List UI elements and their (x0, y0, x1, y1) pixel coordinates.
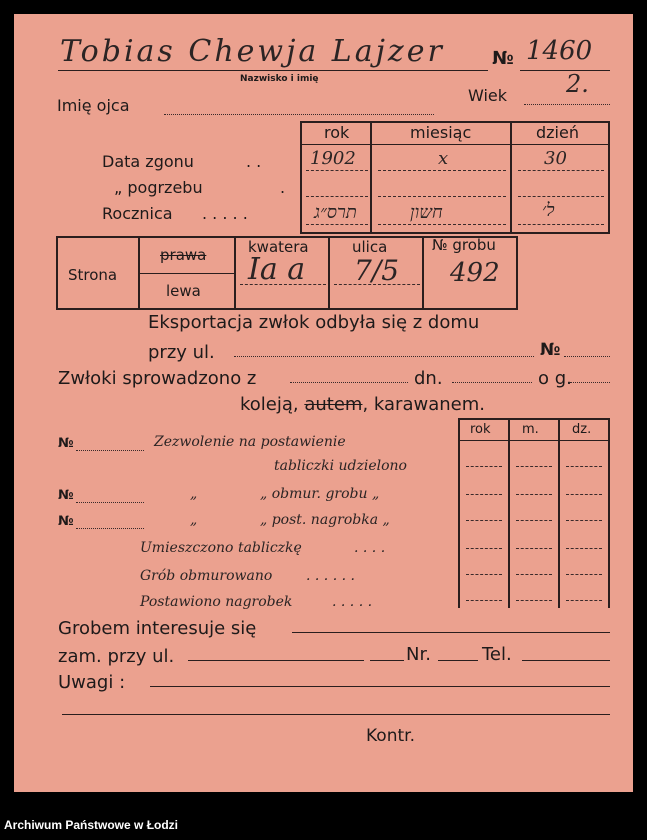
nr-line (438, 660, 478, 661)
permit2-ditto: „ (190, 486, 198, 502)
street-label: ulica (352, 238, 388, 256)
nr-label: Nr. (406, 644, 431, 665)
permits-left-border (458, 418, 460, 608)
number-symbol: № (492, 48, 514, 69)
burial-day-line (518, 196, 604, 197)
side-label: Strona (68, 266, 118, 284)
mode-car: autem (304, 394, 363, 415)
permit-row4-y (466, 548, 502, 549)
permit-row3-m (516, 520, 552, 521)
brought-from-label: Zwłoki sprowadzono z (58, 368, 257, 389)
mode-hearse: , karawanem. (362, 394, 485, 415)
death-month-line (378, 170, 506, 171)
anniv-year-line (306, 224, 368, 225)
permit-row4-d (566, 548, 602, 549)
dates-left-border (300, 121, 302, 233)
age-line (524, 104, 610, 105)
permit-row4-m (516, 548, 552, 549)
location-col-sep-2 (234, 236, 236, 310)
death-year: 1902 (310, 148, 356, 169)
burial-date-label: „ pogrzebu (114, 178, 203, 197)
brought-from-line (290, 382, 408, 383)
interest-label: Grobem interesuje się (58, 618, 257, 639)
export-text: Eksportacja zwłok odbyła się z domu (148, 312, 480, 333)
location-right-border (516, 236, 518, 310)
permit3-text: „ post. nagrobka „ (260, 512, 390, 528)
permit1-text-2: tabliczki udzielono (274, 458, 407, 474)
anniversary-day: ל׳ (542, 200, 555, 221)
export-no-label: № (540, 340, 561, 360)
address-line (188, 660, 364, 661)
address-label: zam. przy ul. (58, 646, 175, 667)
permits-col-month: m. (522, 422, 539, 437)
father-label: Imię ojca (57, 96, 130, 115)
dots-placed: . . . . (354, 540, 386, 556)
location-col-sep-4 (422, 236, 424, 310)
transport-mode (240, 394, 485, 415)
permit-row6-y (466, 600, 502, 601)
permits-col-sep-2 (558, 418, 560, 608)
permit-row5-y (466, 574, 502, 575)
permit-row6-m (516, 600, 552, 601)
permit-row3-y (466, 520, 502, 521)
location-bottom-border (56, 308, 518, 310)
permit-row5-m (516, 574, 552, 575)
permit1-no: № (58, 436, 74, 451)
burial-record-card (14, 14, 633, 792)
street-value: 7/5 (354, 254, 400, 287)
permit-row2-d (566, 494, 602, 495)
side-left-label: lewa (166, 282, 201, 300)
dates-bottom-border (300, 232, 610, 234)
dates-header-line (300, 144, 610, 145)
placed-plate-label: Umieszczono tabliczkę (140, 540, 302, 556)
dates-col-month: miesiąc (410, 123, 472, 142)
location-left-border (56, 236, 58, 310)
dates-col-year: rok (324, 123, 350, 142)
permits-top-border (458, 418, 610, 420)
age-label: Wiek (468, 86, 508, 105)
archive-caption: Archiwum Państwowe w Łodzi (4, 818, 179, 832)
side-divider (138, 273, 234, 274)
notes-label: Uwagi : (58, 672, 126, 693)
death-day-line (518, 170, 604, 171)
permits-col-day: dz. (572, 422, 592, 437)
permit2-text: „ obmur. grobu „ (260, 486, 380, 502)
permit-row2-y (466, 494, 502, 495)
anniversary-label: Rocznica (102, 204, 173, 223)
permit1-no-line (76, 450, 144, 451)
anniversary-month: חשון (410, 202, 443, 223)
street-line (334, 284, 420, 285)
export-street-label: przy ul. (148, 342, 215, 363)
interest-line (292, 632, 610, 633)
mode-rail: koleją, (240, 394, 299, 415)
number-underline (520, 70, 610, 71)
record-number: 1460 (526, 36, 593, 66)
brought-day-label: dn. (414, 368, 443, 389)
permit-row1-y (466, 466, 502, 467)
permit1-text: Zezwolenie na postawienie (154, 434, 346, 450)
dates-col-sep-2 (510, 121, 512, 233)
burial-year-line (306, 196, 368, 197)
name-underline (58, 70, 488, 71)
brought-hour-label: o g. (538, 368, 572, 389)
dots-walled: . . . . . . (306, 568, 355, 584)
death-date-label: Data zgonu (102, 152, 194, 171)
dates-col-sep-1 (370, 121, 372, 233)
walled-label: Grób obmurowano (140, 568, 273, 584)
permit-row1-d (566, 466, 602, 467)
anniv-day-line (518, 224, 604, 225)
quarter-line (240, 284, 326, 285)
permit2-no: № (58, 488, 74, 503)
permit-row5-d (566, 574, 602, 575)
dots-stone: . . . . . (332, 594, 373, 610)
death-day: 30 (544, 148, 567, 169)
permit-row3-d (566, 520, 602, 521)
tel-line (522, 660, 610, 661)
permit3-ditto: „ (190, 512, 198, 528)
quarter-value: Ia a (248, 252, 306, 287)
name-label: Nazwisko i imię (240, 74, 319, 84)
permit-row6-d (566, 600, 602, 601)
control-label: Kontr. (366, 726, 415, 746)
dots-3: . . . . . (202, 204, 248, 223)
anniv-month-line (378, 224, 506, 225)
quarter-label: kwatera (248, 238, 309, 256)
dates-col-day: dzień (536, 123, 579, 142)
dates-right-border (608, 121, 610, 233)
permit-row1-m (516, 466, 552, 467)
anniversary-year: תרס״ג (314, 202, 357, 223)
permits-col-sep-1 (508, 418, 510, 608)
export-no-line (564, 356, 610, 357)
export-street-line (234, 356, 534, 357)
permit3-no: № (58, 514, 74, 529)
handwritten-name: Tobias Chewja Lajzer (60, 34, 445, 69)
permit-row2-m (516, 494, 552, 495)
tel-label: Tel. (482, 644, 512, 665)
brought-hour-line (570, 382, 610, 383)
dots-2: . (280, 178, 286, 197)
side-right-label: prawa (160, 246, 207, 264)
notes-line-2 (62, 714, 610, 715)
dots-1: . . (246, 152, 262, 171)
permit3-no-line (76, 528, 144, 529)
stone-set-label: Postawiono nagrobek (140, 594, 293, 610)
notes-line (150, 686, 610, 687)
grave-number-label: № grobu (432, 236, 496, 254)
permits-col-year: rok (470, 422, 491, 437)
age-value: 2. (566, 70, 589, 98)
father-line (164, 114, 434, 115)
death-month: x (438, 148, 449, 169)
permit2-no-line (76, 502, 144, 503)
grave-number-value: 492 (450, 258, 500, 288)
brought-day-line (452, 382, 532, 383)
permits-right-border (608, 418, 610, 608)
permits-header-line (458, 440, 610, 441)
death-year-line (306, 170, 368, 171)
location-col-sep-3 (328, 236, 330, 310)
address-line-2 (370, 660, 404, 661)
burial-month-line (378, 196, 506, 197)
